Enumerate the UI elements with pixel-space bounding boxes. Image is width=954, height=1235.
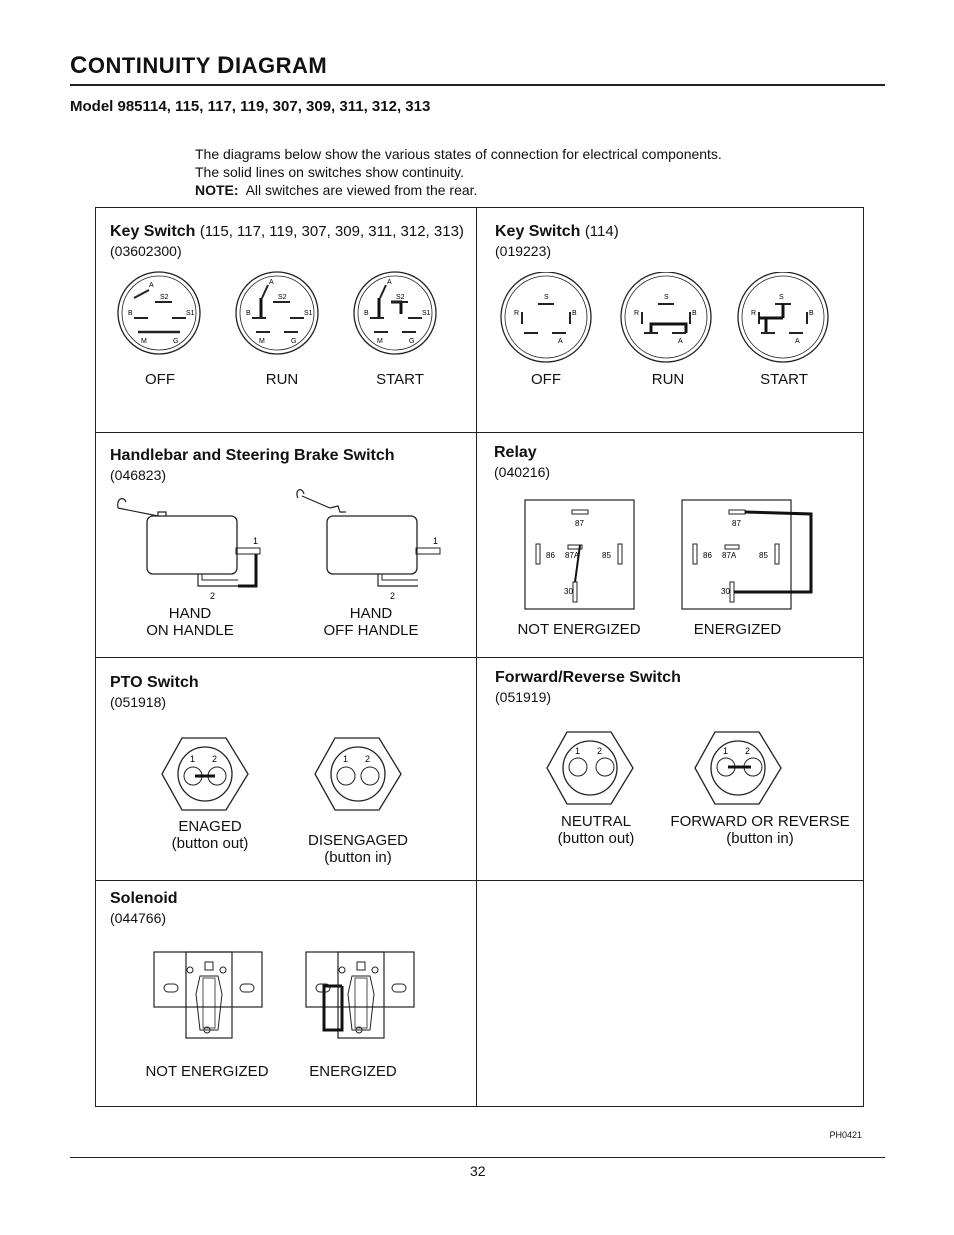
- key-b-start-label: START: [760, 371, 808, 388]
- relay-part: (040216): [494, 464, 551, 480]
- svg-text:87: 87: [575, 519, 584, 528]
- svg-text:B: B: [572, 310, 577, 317]
- key-b-run-label: RUN: [651, 371, 685, 388]
- header-rule: [70, 84, 885, 86]
- svg-text:1: 1: [343, 754, 349, 764]
- svg-text:87A: 87A: [722, 551, 737, 560]
- svg-text:G: G: [291, 338, 297, 345]
- solenoid-not-energized-label: NOT ENERGIZED: [145, 1063, 269, 1080]
- note-text: All switches are viewed from the rear.: [245, 182, 478, 198]
- intro-note: [195, 181, 722, 199]
- fwd-rev-neutral: [547, 732, 633, 804]
- svg-text:S: S: [664, 294, 669, 301]
- model-heading: Model 985114, 115, 117, 119, 307, 309, 311, 312, 313: [70, 98, 431, 115]
- svg-text:A: A: [387, 279, 392, 286]
- svg-text:30: 30: [721, 587, 730, 596]
- svg-text:1: 1: [253, 536, 259, 546]
- svg-text:S1: S1: [422, 310, 431, 317]
- svg-text:S1: S1: [186, 310, 195, 317]
- relay-not-energized: [525, 500, 634, 609]
- pto-disengaged-label: DISENGAGED (button in): [307, 832, 409, 866]
- svg-text:B: B: [128, 310, 133, 317]
- svg-text:G: G: [173, 338, 179, 345]
- svg-text:S2: S2: [160, 294, 169, 301]
- key-a-start-label: START: [376, 371, 424, 388]
- key-switch-a-diagrams: [110, 268, 470, 368]
- handlebar-off-switch: [297, 490, 440, 601]
- solenoid-title: Solenoid: [110, 890, 178, 907]
- svg-text:R: R: [751, 310, 757, 317]
- intro-line-1: The diagrams below show the various states of connection for electrical components.: [195, 146, 722, 162]
- svg-text:87A: 87A: [565, 551, 580, 560]
- svg-text:S1: S1: [304, 310, 313, 317]
- svg-text:A: A: [558, 338, 563, 345]
- svg-text:G: G: [409, 338, 415, 345]
- solenoid-panel: [110, 890, 178, 926]
- pto-diagrams: [160, 736, 410, 816]
- fwd-rev-title: Forward/Reverse Switch: [495, 669, 681, 686]
- key-switch-b-start: [738, 272, 828, 362]
- page-number: 32: [470, 1163, 486, 1179]
- svg-text:S: S: [544, 294, 549, 301]
- page-title: CONTINUITY DIAGRAM: [70, 52, 328, 79]
- relay-title: Relay: [494, 444, 537, 461]
- svg-text:30: 30: [564, 587, 573, 596]
- svg-text:B: B: [364, 310, 369, 317]
- solenoid-part: (044766): [110, 910, 167, 926]
- fwd-rev-part: (051919): [495, 689, 552, 705]
- footer-rule: [70, 1157, 885, 1158]
- svg-text:87: 87: [732, 519, 741, 528]
- key-switch-a-start: [354, 272, 436, 354]
- svg-text:86: 86: [546, 551, 555, 560]
- svg-text:M: M: [141, 338, 147, 345]
- svg-text:1: 1: [433, 536, 439, 546]
- solenoid-not-energized: [154, 952, 262, 1038]
- relay-panel: [494, 444, 550, 480]
- grid-divider-1: [95, 432, 863, 433]
- svg-text:B: B: [692, 310, 697, 317]
- svg-text:S2: S2: [278, 294, 287, 301]
- fwd-rev-diagrams: [545, 730, 795, 810]
- key-switch-a-run: [236, 272, 318, 354]
- pto-panel: [110, 674, 199, 710]
- fwd-rev-forward-label: FORWARD OR REVERSE (button in): [670, 813, 850, 847]
- svg-text:A: A: [795, 338, 800, 345]
- solenoid-diagrams: [152, 948, 422, 1043]
- key-a-off-label: OFF: [145, 371, 175, 388]
- pto-part: (051918): [110, 694, 167, 710]
- relay-energized: [682, 500, 811, 609]
- pto-disengaged: [315, 738, 401, 810]
- intro-text: [195, 145, 722, 199]
- relay-diagrams: [524, 498, 824, 612]
- svg-text:1: 1: [575, 746, 581, 756]
- svg-text:2: 2: [212, 754, 218, 764]
- key-switch-b-part: (019223): [495, 243, 552, 259]
- key-b-off-label: OFF: [531, 371, 561, 388]
- svg-text:1: 1: [190, 754, 196, 764]
- svg-text:S: S: [779, 294, 784, 301]
- svg-text:2: 2: [210, 591, 216, 601]
- solenoid-energized: [306, 952, 414, 1038]
- svg-text:M: M: [259, 338, 265, 345]
- svg-text:86: 86: [703, 551, 712, 560]
- grid-divider-3: [95, 880, 863, 881]
- svg-text:A: A: [678, 338, 683, 345]
- relay-not-energized-label: NOT ENERGIZED: [517, 621, 641, 638]
- handlebar-diagrams: [110, 488, 470, 606]
- svg-text:1: 1: [723, 746, 729, 756]
- svg-text:B: B: [809, 310, 814, 317]
- svg-text:2: 2: [365, 754, 371, 764]
- note-label: NOTE:: [195, 182, 239, 198]
- key-switch-b-run: [621, 272, 711, 362]
- pto-engaged-label: ENAGED (button out): [171, 818, 249, 852]
- relay-energized-label: ENERGIZED: [693, 621, 782, 638]
- handlebar-title: Handlebar and Steering Brake Switch: [110, 447, 395, 464]
- handlebar-on-switch: [118, 499, 260, 601]
- key-switch-a-part: (03602300): [110, 243, 182, 259]
- svg-text:2: 2: [390, 591, 396, 601]
- key-switch-a-off: [118, 272, 200, 354]
- grid-divider-2: [95, 657, 863, 658]
- svg-text:B: B: [246, 310, 251, 317]
- fwd-rev-panel: [495, 669, 681, 705]
- key-switch-b-diagrams: [496, 272, 856, 368]
- handlebar-off-label: HAND OFF HANDLE: [323, 605, 419, 639]
- svg-text:M: M: [377, 338, 383, 345]
- key-switch-b-off: [501, 272, 591, 362]
- key-switch-b-panel: [495, 223, 619, 259]
- fwd-rev-neutral-label: NEUTRAL (button out): [557, 813, 635, 847]
- handlebar-panel: [110, 447, 395, 483]
- solenoid-energized-label: ENERGIZED: [309, 1063, 397, 1080]
- svg-text:2: 2: [597, 746, 603, 756]
- intro-line-2: The solid lines on switches show continuity.: [195, 164, 464, 180]
- svg-text:R: R: [634, 310, 640, 317]
- svg-text:85: 85: [602, 551, 611, 560]
- key-a-run-label: RUN: [265, 371, 299, 388]
- svg-text:A: A: [269, 279, 274, 286]
- handlebar-part: (046823): [110, 467, 167, 483]
- key-switch-a-title: Key Switch (115, 117, 119, 307, 309, 311, 312, 313): [110, 223, 464, 240]
- key-switch-a-panel: [110, 223, 464, 259]
- key-switch-b-title: Key Switch (114): [495, 223, 619, 240]
- svg-text:85: 85: [759, 551, 768, 560]
- handlebar-on-label: HAND ON HANDLE: [146, 605, 234, 639]
- svg-text:2: 2: [745, 746, 751, 756]
- svg-text:R: R: [514, 310, 520, 317]
- fwd-rev-forward-reverse: [695, 732, 781, 804]
- figure-code: PH0421: [829, 1130, 862, 1140]
- pto-engaged: [162, 738, 248, 810]
- svg-text:A: A: [149, 282, 154, 289]
- svg-text:S2: S2: [396, 294, 405, 301]
- pto-title: PTO Switch: [110, 674, 199, 691]
